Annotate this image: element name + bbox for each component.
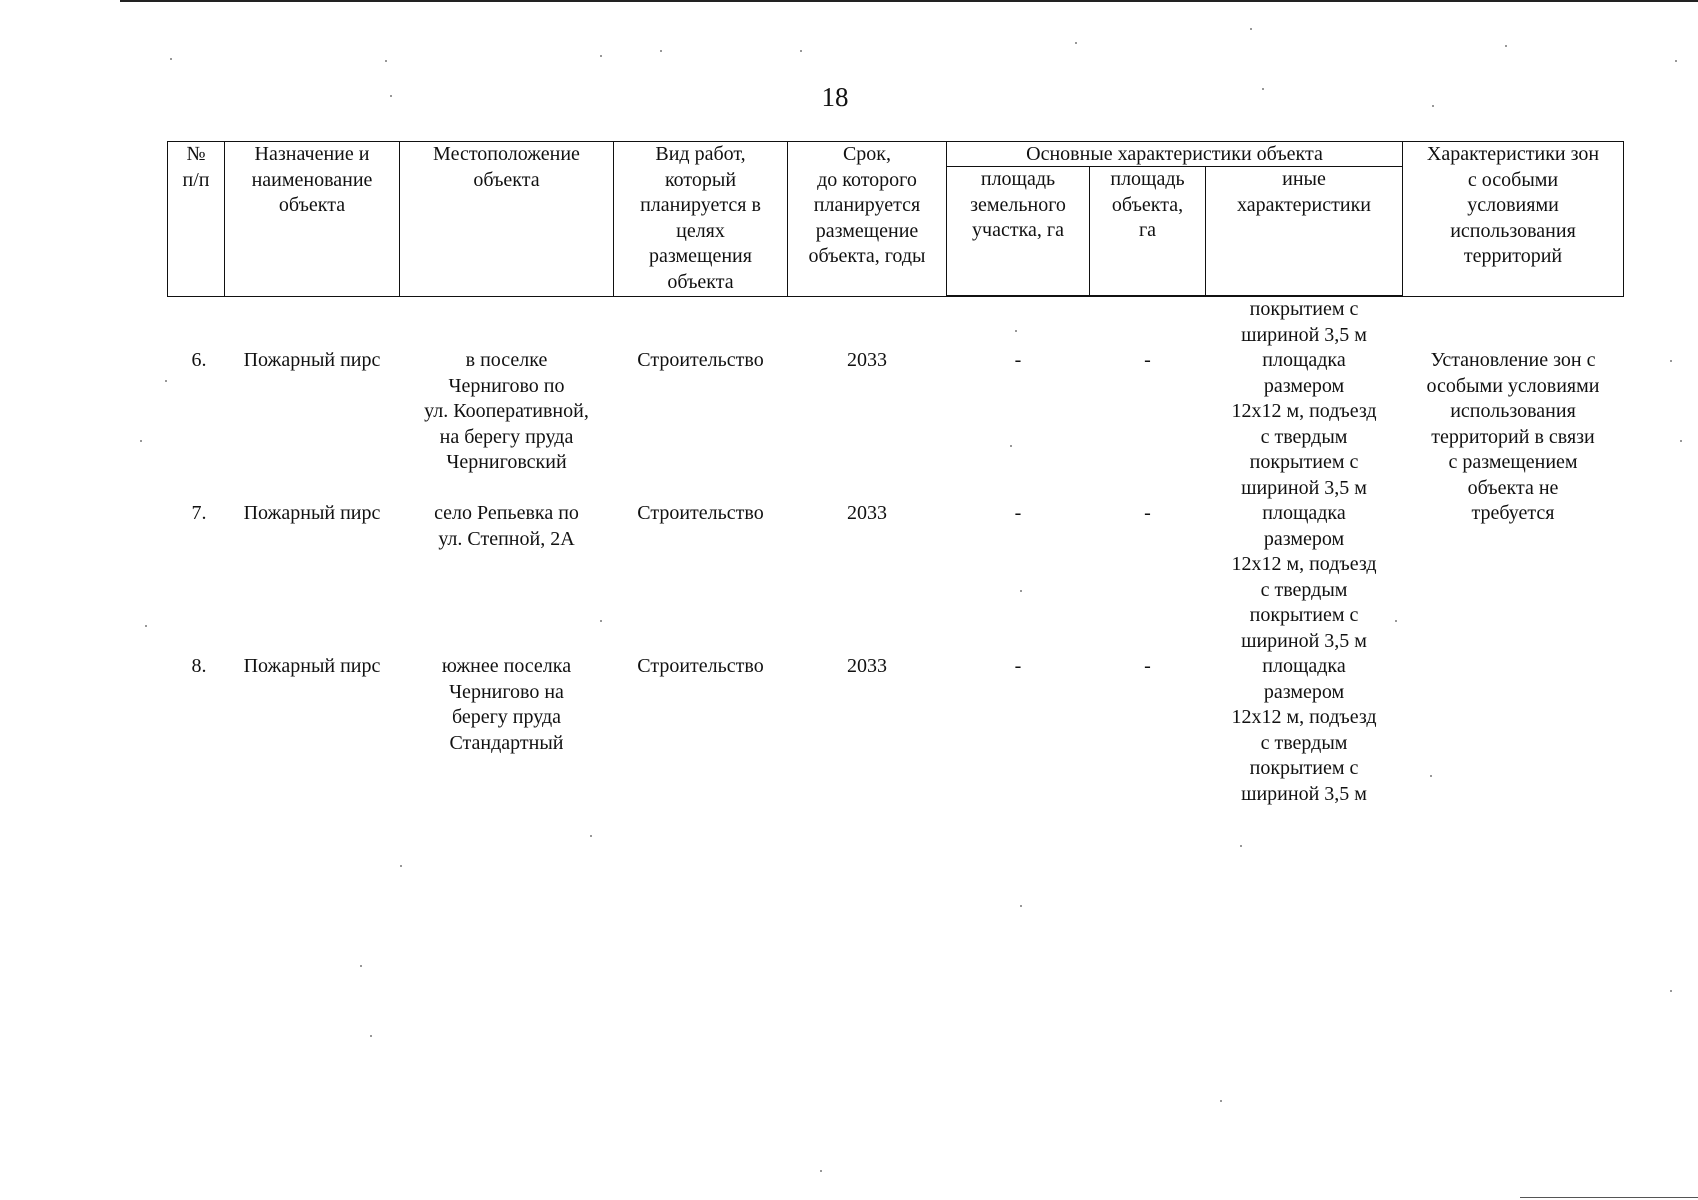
row-work: Строительство — [637, 502, 764, 524]
scan-speck — [600, 55, 602, 57]
scan-speck — [1395, 620, 1397, 622]
scan-speck — [1430, 775, 1432, 777]
row-num: 6. — [191, 349, 207, 371]
scan-speck — [170, 58, 172, 60]
bottom-edge-rule — [1520, 1197, 1698, 1198]
scan-speck — [1505, 45, 1507, 47]
header-work: Вид работ, который планируется в целях размещения объекта — [614, 142, 788, 297]
row-other: площадка размером 12х12 м, подъезд с твердым покрытием с шириной 3,5 м — [1231, 655, 1377, 805]
scan-speck — [1015, 330, 1017, 332]
row-other: площадка размером 12х12 м, подъезд с твердым покрытием с шириной 3,5 м — [1231, 502, 1377, 652]
header-term: Срок, до которого планируется размещение объекта, годы — [788, 142, 947, 297]
scan-speck — [1020, 905, 1022, 907]
header-name: Назначение и наименование объекта — [225, 142, 400, 297]
row-location: село Репьевка по ул. Степной, 2А — [434, 502, 579, 550]
top-edge-rule — [120, 0, 1698, 2]
header-other: иные характеристики — [1206, 167, 1403, 297]
scan-speck — [165, 380, 167, 382]
header-land-area: площадь земельного участка, га — [947, 167, 1090, 297]
row-term: 2033 — [847, 502, 887, 524]
scan-speck — [820, 1170, 822, 1172]
row-name: Пожарный пирс — [243, 502, 381, 524]
scan-speck — [1262, 88, 1264, 90]
continuation-text: покрытием с шириной 3,5 м — [1241, 298, 1367, 346]
scan-speck — [660, 50, 662, 52]
objects-table — [167, 141, 1624, 807]
row-term: 2033 — [847, 655, 887, 677]
row-object-area: - — [1144, 655, 1151, 677]
row-land-area: - — [1014, 655, 1022, 677]
scan-speck — [400, 865, 402, 867]
scan-speck — [1240, 845, 1242, 847]
header-num: № п/п — [168, 142, 225, 297]
scan-speck — [390, 95, 392, 97]
header-zones: Характеристики зон с особыми условиями использования территорий — [1403, 142, 1624, 297]
row-land-area: - — [1014, 502, 1022, 524]
header-main-characteristics: Основные характеристики объекта — [947, 142, 1403, 167]
row-zones-note: Установление зон с особыми условиями использования территорий в связи с размещением объекта не требуется — [1426, 349, 1600, 524]
table-body — [168, 296, 1624, 807]
header-location: Местоположение объекта — [400, 142, 614, 297]
row-name: Пожарный пирс — [243, 349, 381, 371]
row-object-area: - — [1144, 502, 1151, 524]
page-number: 18 — [821, 82, 849, 112]
row-num: 8. — [191, 655, 207, 677]
scan-speck — [1220, 1100, 1222, 1102]
scan-speck — [600, 620, 602, 622]
scan-speck — [1010, 445, 1012, 447]
row-object-area: - — [1144, 349, 1151, 371]
row-work: Строительство — [637, 655, 764, 677]
row-other: площадка размером 12х12 м, подъезд с твердым покрытием с шириной 3,5 м — [1231, 349, 1377, 499]
scan-speck — [370, 1035, 372, 1037]
row-name: Пожарный пирс — [243, 655, 381, 677]
scan-speck — [1250, 28, 1252, 30]
table-row — [168, 348, 1624, 501]
scan-speck — [1670, 360, 1672, 362]
scan-speck — [1670, 990, 1672, 992]
table-header — [168, 142, 1624, 297]
header-object-area: площадь объекта, га — [1090, 167, 1206, 297]
row-num: 7. — [191, 502, 207, 524]
continuation-row — [168, 296, 1624, 348]
row-land-area: - — [1014, 349, 1022, 371]
scan-speck — [1680, 440, 1682, 442]
scan-speck — [140, 440, 142, 442]
row-term: 2033 — [847, 349, 887, 371]
row-location: в поселке Чернигово по ул. Кооперативной, на берегу пруда Черниговский — [424, 349, 589, 473]
scan-speck — [1020, 590, 1022, 592]
scan-speck — [385, 60, 387, 62]
scan-speck — [360, 965, 362, 967]
scan-speck — [1675, 60, 1677, 62]
scan-speck — [145, 625, 147, 627]
row-location: южнее поселка Чернигово на берегу пруда Стандартный — [441, 655, 572, 754]
row-work: Строительство — [637, 349, 764, 371]
scan-speck — [1432, 105, 1434, 107]
scan-speck — [1075, 42, 1077, 44]
scan-speck — [800, 50, 802, 52]
scan-speck — [590, 835, 592, 837]
